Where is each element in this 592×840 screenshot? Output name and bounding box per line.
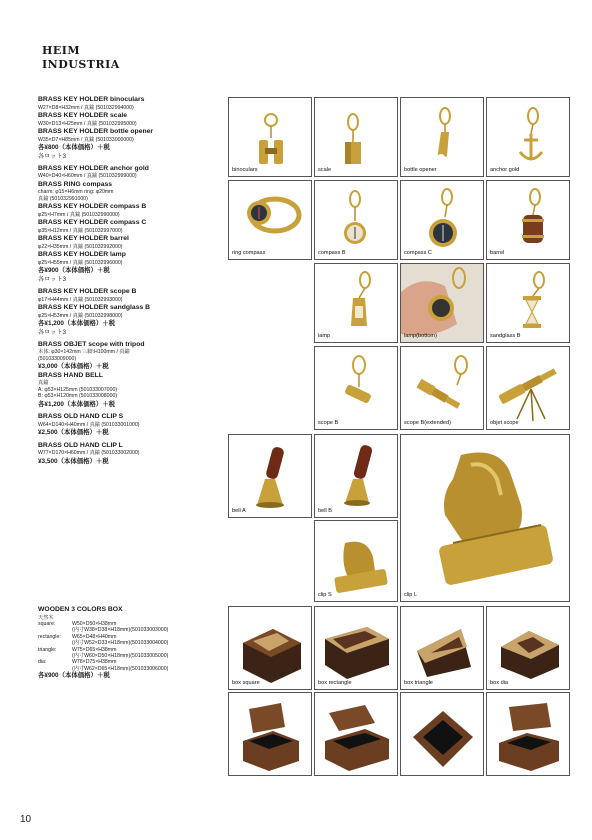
tile-bell-a [228,434,312,518]
tile-label: box square [232,680,260,686]
product-spec: φ25×H55mm / 真鍮 (501032996000) [38,259,123,266]
tile-lamp [314,263,398,343]
scope-extended-photo-icon [401,347,484,430]
brand-line-1: HEIM [42,44,81,57]
lamp-photo-icon [315,264,398,343]
tile-sandglass-b [486,263,570,343]
objet-scope-photo-icon [487,347,570,430]
entry-clip-l [38,442,228,457]
product-name: BRASS OLD HAND CLIP S [38,413,124,421]
product-spec: W77×D170×H60mm / 真鍮 (501033002000) [38,450,140,457]
product-spec: φ22×H35mm / 真鍮 (501032992000) [38,243,123,250]
spec-value: (内寸W52×D33×H18mm)(501033004000) [72,640,169,647]
tile-binoculars [228,97,312,177]
box-dia-photo-icon [487,607,570,690]
entry-compass-b [38,203,228,218]
product-name: BRASS KEY HOLDER bottle opener [38,128,154,135]
bell-b-photo-icon [315,435,398,518]
wooden-box-description [38,606,233,681]
brand-line-2: INDUSTRIA [42,58,120,71]
price: 各¥800（本体価格）＋税 [38,144,110,151]
entry-clip-s [38,413,228,428]
tile-box-dia-open [486,692,570,776]
spec-key: rectangle: [38,633,61,640]
product-spec: B: φ53×H120mm (501033008000) [38,393,118,400]
tile-label: anchor gold [490,167,520,173]
open-box-photo-icon [401,693,484,776]
spec-value: W75×D65×H38mm [72,646,117,653]
price: ¥3,500（本体価格）＋税 [38,457,109,465]
product-name: BRASS KEY HOLDER sandglass B [38,304,151,311]
tile-barrel [486,180,570,260]
anchor-photo-icon [487,98,570,177]
tile-label: compass B [318,250,346,256]
tile-box-triangle [400,606,484,690]
entry-objet-scope [38,341,228,362]
tile-label: clip L [404,592,418,598]
tile-bell-b [314,434,398,518]
tile-label: clip S [318,592,332,598]
scope-b-photo-icon [315,347,398,430]
product-spec: 本体: φ30×142mm 三脚:H100mm / 真鍮 [38,349,130,356]
price: ¥2,500（本体価格）＋税 [38,429,109,437]
clip-l-photo-icon [401,435,570,602]
tile-objet-scope [486,346,570,430]
binoculars-photo-icon [229,98,312,177]
product-spec: φ25×H53mm / 真鍮 (501032998000) [38,312,123,319]
product-spec: W35×D7×H85mm / 真鍮 (501033000000) [38,136,134,143]
tile-box-dia [486,606,570,690]
clip-s-photo-icon [315,521,398,602]
entry-compass-c [38,219,228,234]
tile-label: box dia [490,680,509,686]
tile-label: bottle opener [404,167,437,173]
bottle-opener-photo-icon [401,98,484,177]
product-name: BRASS KEY HOLDER compass B [38,203,147,211]
product-spec: W27×D8×H32mm / 真鍮 (501032994000) [38,104,134,111]
entry-binoculars [38,96,228,111]
open-box-photo-icon [487,693,570,776]
entry-scale [38,112,228,127]
ring-compass-photo-icon [229,181,312,260]
product-spec: charm: φ15×H6mm ring: φ20mm [38,189,114,196]
product-spec: W40×D40×H60mm / 真鍮 (501032999000) [38,173,137,180]
tile-label: objet scope [490,420,519,426]
product-name: BRASS KEY HOLDER barrel [38,235,129,243]
tile-label: bell A [232,508,246,514]
spec-value: (内寸W38×D38×H18mm)(501033003000) [72,627,169,634]
tile-ring-compass [228,180,312,260]
tile-label: ring compass [232,250,266,256]
open-box-photo-icon [229,693,312,776]
product-name: BRASS KEY HOLDER scale [38,112,128,119]
tile-label: box triangle [404,680,433,686]
tile-label: sandglass B [490,333,521,339]
tile-label: box rectangle [318,680,352,686]
tile-bottle-opener [400,97,484,177]
bell-a-photo-icon [229,435,312,518]
tile-label: scale [318,167,332,173]
entry-sandglass-b [38,304,228,319]
product-spec: φ35×H12mm / 真鍮 (501032997000) [38,227,123,234]
box-triangle-photo-icon [401,607,484,690]
product-spec: W64×D140×H40mm / 真鍮 (501033001000) [38,421,140,428]
lot: 各ロット3 [38,275,67,283]
spec-key: triangle: [38,646,57,653]
product-descriptions [38,96,228,466]
product-spec: 真鍮 (501032991000) [38,195,88,202]
box-rectangle-photo-icon [315,607,398,690]
product-name: BRASS KEY HOLDER compass C [38,219,147,227]
tile-label: lamp(bottom) [404,333,437,339]
entry-hand-bell [38,372,228,400]
product-spec: φ17×H44mm / 真鍮 (501032993000) [38,296,123,303]
barrel-photo-icon [487,181,570,260]
lot: 各ロット3 [38,328,67,336]
compass-c-photo-icon [401,181,484,260]
tile-clip-s [314,520,398,602]
brand-logo [42,44,132,72]
product-name: BRASS KEY HOLDER binoculars [38,96,145,103]
tile-box-square [228,606,312,690]
spec-key: dia: [38,659,47,666]
tile-label: compass C [404,250,432,256]
entry-anchor [38,165,228,180]
tile-label: bell B [318,508,332,514]
box-square-photo-icon [229,607,312,690]
product-spec: (501033009000) [38,355,77,362]
product-name: BRASS KEY HOLDER lamp [38,251,126,259]
product-name: BRASS OBJET scope with tripod [38,340,145,348]
tile-box-square-open [228,692,312,776]
entry-lamp [38,251,228,266]
tile-scale [314,97,398,177]
entry-barrel [38,235,228,250]
tile-box-rectangle-open [314,692,398,776]
price: 各¥900（本体価格）＋税 [38,267,110,275]
price: 各¥900（本体価格）＋税 [38,672,110,680]
open-box-photo-icon [315,693,398,776]
entry-ring-compass [38,181,228,202]
price: 各¥1,200（本体価格）＋税 [38,320,116,327]
spec-value: W65×D48×H40mm [72,633,117,640]
tile-scope-b-extended [400,346,484,430]
entry-bottle-opener [38,128,228,143]
product-name: BRASS HAND BELL [38,371,103,379]
tile-label: scope B [318,420,339,426]
product-name: BRASS RING compass [38,180,113,188]
tile-anchor-gold [486,97,570,177]
tile-lamp-bottom [400,263,484,343]
page-number: 10 [20,814,32,825]
product-spec: φ25×H7mm / 真鍮 (501032990000) [38,211,120,218]
tile-compass-b [314,180,398,260]
tile-clip-l [400,434,570,602]
product-material: 天然木 [38,614,54,621]
product-spec: 真鍮 [38,380,49,387]
tile-label: binoculars [232,167,258,173]
scale-photo-icon [315,98,398,177]
price: ¥3,000（本体価格）＋税 [38,363,109,371]
product-name: BRASS KEY HOLDER scope B [38,288,137,295]
product-spec: W30×D13×H25mm / 真鍮 (501032995000) [38,120,137,127]
tile-label: scope B(extended) [404,420,451,426]
price: 各¥1,200（本体価格）＋税 [38,400,116,408]
spec-value: W50×D50×H38mm [72,621,117,627]
tile-label: barrel [490,250,505,256]
lamp-bottom-photo-icon [401,264,484,343]
spec-key: square: [38,621,56,627]
tile-scope-b [314,346,398,430]
tile-compass-c [400,180,484,260]
spec-value: W78×D75×H38mm [72,659,117,666]
tile-label: lamp [318,333,331,339]
product-spec: A: φ53×H125mm (501033007000) [38,386,118,393]
compass-b-photo-icon [315,181,398,260]
tile-box-triangle-open [400,692,484,776]
entry-scope-b [38,288,228,303]
product-name: BRASS KEY HOLDER anchor gold [38,164,149,172]
lot: 各ロット3 [38,152,67,160]
spec-value: (内寸W60×D50×H18mm)(501033005000) [72,653,169,660]
product-name: WOODEN 3 COLORS BOX [38,606,123,613]
sandglass-photo-icon [487,264,570,343]
product-name: BRASS OLD HAND CLIP L [38,441,123,449]
spec-value: (内寸W62×D65×H18mm)(501033006000) [72,665,169,672]
tile-box-rectangle [314,606,398,690]
